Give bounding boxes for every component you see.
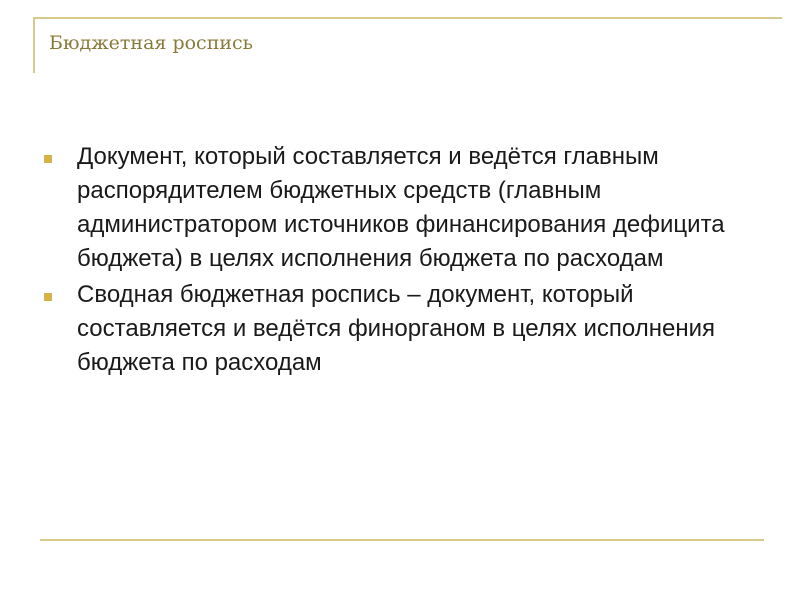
bullet-list [44,140,764,382]
title-frame-left-line [33,17,35,73]
bullet-text: Документ, который составляется и ведётся главным распорядителем бюджетных средств (главным администратором источников финансирования дефицита бюджета) в целях исполнения бюджета по расходам [77,143,725,272]
square-bullet-icon [44,155,52,163]
bullet-text: Сводная бюджетная роспись – документ, который составляется и ведётся финорганом в целях исполнения бюджета по расходам [77,281,715,376]
slide-title: Бюджетная роспись [49,32,254,54]
bottom-divider-line [40,539,764,541]
square-bullet-icon [44,293,52,301]
title-frame-top-line [33,17,782,19]
bullet-item [44,278,764,380]
bullet-item [44,140,764,276]
